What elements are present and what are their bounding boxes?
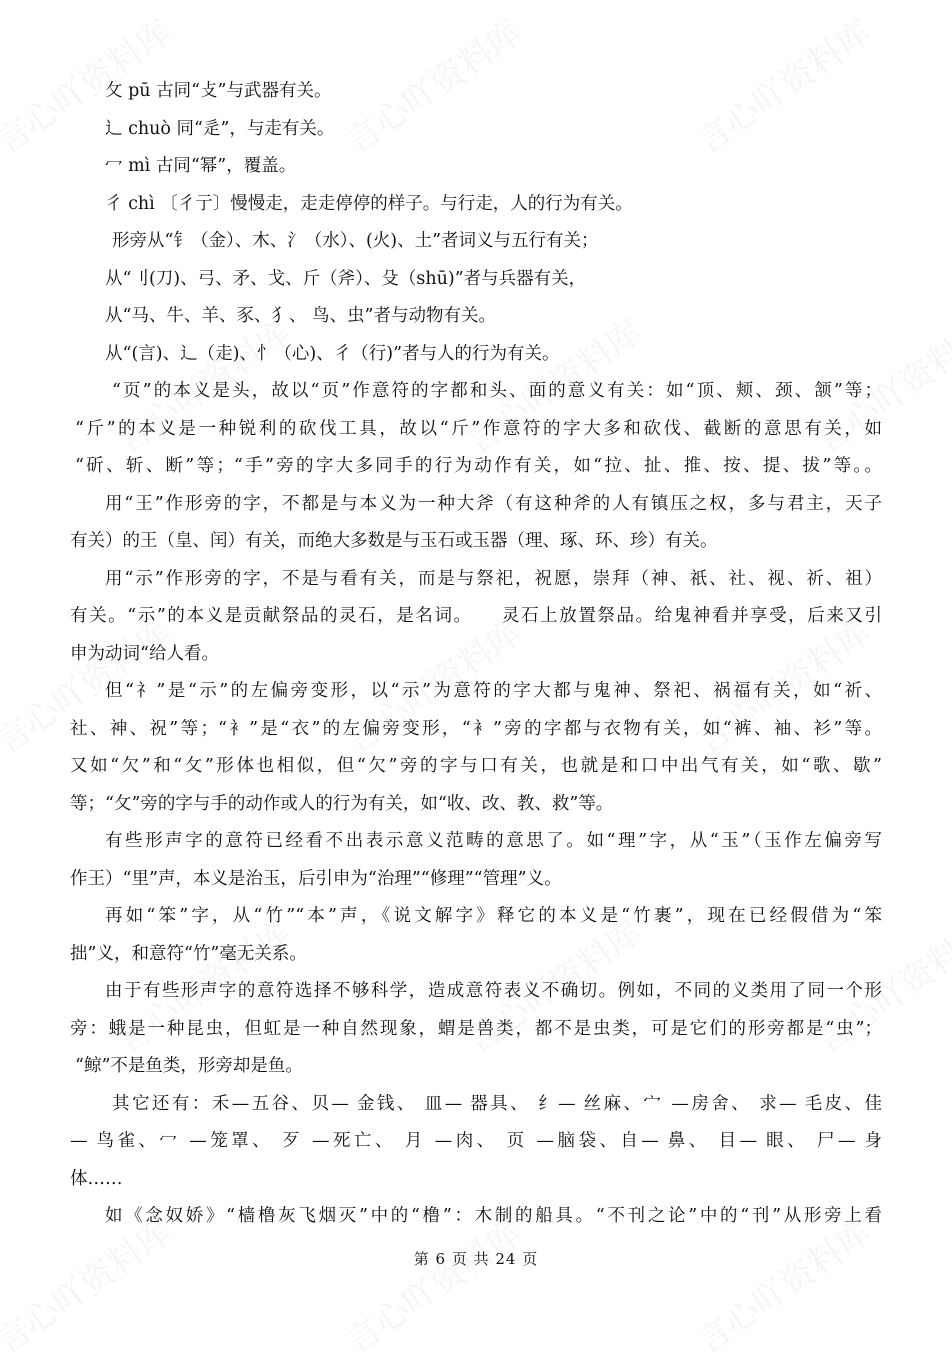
text-line: — 鸟雀、冖 —笼罩、 歹 —死亡、 月 —肉、 页 —脑袋、自— 鼻、 目— 眼、 尸— 身 bbox=[70, 1131, 882, 1151]
watermark bbox=[684, 1206, 879, 1363]
text-line: 作王）“里”声，本义是治玉，后引申为“治理”“修理”“管理”义。 bbox=[70, 868, 562, 889]
text-line: 有些形声字的意符已经看不出表示意义范畴的意思了。如“理”字，从“玉”（玉作左偏旁写 bbox=[105, 831, 882, 851]
text-line: 但“礻”是“示”的左偏旁变形，以“示”为意符的字大都与鬼神、祭祀、祸福有关，如“祈、 bbox=[105, 681, 882, 701]
text-line: 从“(言)、辶（走)、忄（心)、彳（行)”者与人的行为有关。 bbox=[105, 343, 560, 364]
text-line: 冖 mì 古同“幂”，覆盖。 bbox=[105, 156, 297, 176]
text-line: 申为动词“给人看。 bbox=[70, 643, 219, 664]
text-line: “页”的本义是头，故以“页”作意符的字都和头、面的意义有关：如“顶、颊、颈、颔”等； bbox=[112, 381, 882, 401]
text-line: “鲸”不是鱼类，形旁却是鱼。 bbox=[75, 1056, 303, 1076]
text-line: 辶 chuò 同“辵”，与走有关。 bbox=[105, 118, 335, 139]
text-line: 有关。“示”的本义是贡献祭品的灵石，是名词。 灵石上放置祭品。给鬼神看并享受，后来又引 bbox=[70, 606, 882, 626]
text-line: 由于有些形声字的意符选择不够科学，造成意符表义不确切。例如，不同的义类用了同一个形 bbox=[105, 981, 882, 1001]
text-line: 体…… bbox=[70, 1168, 123, 1189]
text-line: 拙”义，和意符“竹”毫无关系。 bbox=[70, 943, 307, 964]
text-line: 社、神、祝”等；“衤”是“衣”的左偏旁变形，“衤”旁的字都与衣物有关，如“裤、袖、衫”等。 bbox=[70, 718, 882, 739]
page-footer: 第 6 页 共 24 页 bbox=[413, 1250, 539, 1268]
text-line: 如《念奴娇》“樯橹灰飞烟灭”中的“橹”：木制的船具。“不刊之论”中的“刊”从形旁上看 bbox=[105, 1206, 882, 1226]
text-line: 有关）的王（皇、闰）有关，而绝大多数是与玉石或玉器（理、琢、环、珍）有关。 bbox=[70, 531, 718, 551]
text-line: “斤”的本义是一种锐利的砍伐工具，故以“斤”作意符的字大多和砍伐、截断的意思有关，如 bbox=[75, 418, 882, 439]
text-line: 其它还有：禾—五谷、贝— 金钱、 皿— 器具、 纟— 丝麻、宀 —房舍、 求— 毛皮、佳 bbox=[112, 1093, 882, 1114]
text-line: 用“示”作形旁的字，不是与看有关，而是与祭祀，祝愿，崇拜（神、祇、社、视、祈、祖） bbox=[105, 568, 882, 589]
text-line: “斫、斩、断”等；“手”旁的字大多同手的行为动作有关，如“拉、扯、推、按、提、拔”等。。 bbox=[75, 456, 882, 476]
text-line: 再如“笨”字，从“竹”“本”声，《说文解字》释它的本义是“竹裹”，现在已经假借为“笨 bbox=[105, 906, 882, 926]
text-line: 等；“攵”旁的字与手的动作或人的行为有关，如“收、改、教、救”等。 bbox=[70, 793, 614, 814]
text-line: 彳 chì 〔彳亍〕慢慢走，走走停停的样子。与行走，人的行为有关。 bbox=[105, 193, 633, 214]
text-line: 攵 pū 古同“攴”与武器有关。 bbox=[105, 81, 332, 101]
text-line: 又如“欠”和“攵”形体也相似，但“欠”旁的字与口有关，也就是和口中出气有关，如“歌、歇” bbox=[70, 756, 882, 776]
watermark bbox=[334, 1206, 529, 1363]
text-line: 形旁从“钅（金）、木、氵（水）、(火)、土”者词义与五行有关； bbox=[112, 231, 599, 251]
text-line: 用“王”作形旁的字，不都是与本义为一种大斧（有这种斧的人有镇压之权，多与君主，天子 bbox=[105, 493, 882, 514]
text-line: 旁：蛾是一种昆虫，但虹是一种自然现象，蝟是兽类，都不是虫类，可是它们的形旁都是“虫”； bbox=[70, 1018, 882, 1039]
text-line: 从“刂(刀)、弓、矛、戈、斤（斧）、殳（shū)”者与兵器有关， bbox=[105, 268, 587, 289]
watermark bbox=[0, 1206, 180, 1363]
text-line: 从“马、牛、羊、豕、犭、 鸟、虫”者与动物有关。 bbox=[105, 306, 496, 326]
